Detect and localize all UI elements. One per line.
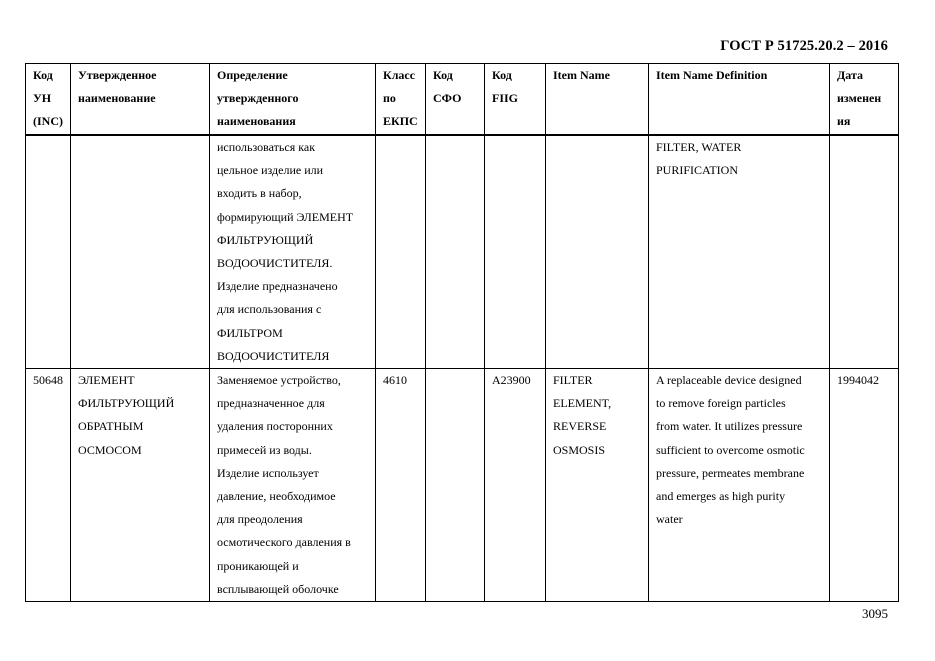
table-row bbox=[26, 135, 899, 369]
table-header-row bbox=[26, 64, 899, 136]
cell-inc bbox=[26, 135, 71, 369]
cell-change-date bbox=[830, 135, 899, 369]
nomenclature-table bbox=[25, 63, 899, 602]
cell-item-name: FILTER ELEMENT, REVERSE OSMOSIS bbox=[546, 369, 649, 602]
cell-inc: 50648 bbox=[26, 369, 71, 602]
cell-definition: Заменяемое устройство, предназначенное для удаления посторонних примесей из воды. Изделие использует давление, необходимое для преодоления осмотического давления в проникающей и всплывающей оболочке bbox=[210, 369, 376, 602]
cell-change-date: 1994042 bbox=[830, 369, 899, 602]
cell-definition: использоваться как цельное изделие или входить в набор, формирующий ЭЛЕМЕНТ ФИЛЬТРУЮЩИЙ ВОДООЧИСТИТЕЛЯ. Изделие предназначено для использования с ФИЛЬТРОМ ВОДООЧИСТИТЕЛЯ bbox=[210, 135, 376, 369]
page-number: 3095 bbox=[862, 606, 888, 621]
cell-sfo bbox=[426, 135, 485, 369]
cell-item-name-definition: A replaceable device designed to remove foreign particles from water. It utilizes pressure sufficient to overcome osmotic pressure, permeates membrane and emerges as high purity water bbox=[649, 369, 830, 602]
column-header-item-name: Item Name bbox=[546, 64, 649, 136]
cell-fiig bbox=[485, 135, 546, 369]
cell-class: 4610 bbox=[376, 369, 426, 602]
cell-sfo bbox=[426, 369, 485, 602]
cell-approved-name bbox=[71, 135, 210, 369]
document-title: ГОСТ Р 51725.20.2 – 2016 bbox=[720, 38, 888, 54]
column-header-fiig: Код FIIG bbox=[485, 64, 546, 136]
column-header-change-date: Дата изменен ия bbox=[830, 64, 899, 136]
column-header-item-name-definition: Item Name Definition bbox=[649, 64, 830, 136]
column-header-class: Класс по ЕКПС bbox=[376, 64, 426, 136]
cell-approved-name: ЭЛЕМЕНТ ФИЛЬТРУЮЩИЙ ОБРАТНЫМ ОСМОСОМ bbox=[71, 369, 210, 602]
cell-fiig: A23900 bbox=[485, 369, 546, 602]
cell-item-name bbox=[546, 135, 649, 369]
column-header-sfo: Код СФО bbox=[426, 64, 485, 136]
column-header-inc: Код УН (INC) bbox=[26, 64, 71, 136]
cell-class bbox=[376, 135, 426, 369]
column-header-approved-name: Утвержденное наименование bbox=[71, 64, 210, 136]
table-row bbox=[26, 369, 899, 602]
cell-item-name-definition: FILTER, WATER PURIFICATION bbox=[649, 135, 830, 369]
column-header-definition: Определение утвержденного наименования bbox=[210, 64, 376, 136]
